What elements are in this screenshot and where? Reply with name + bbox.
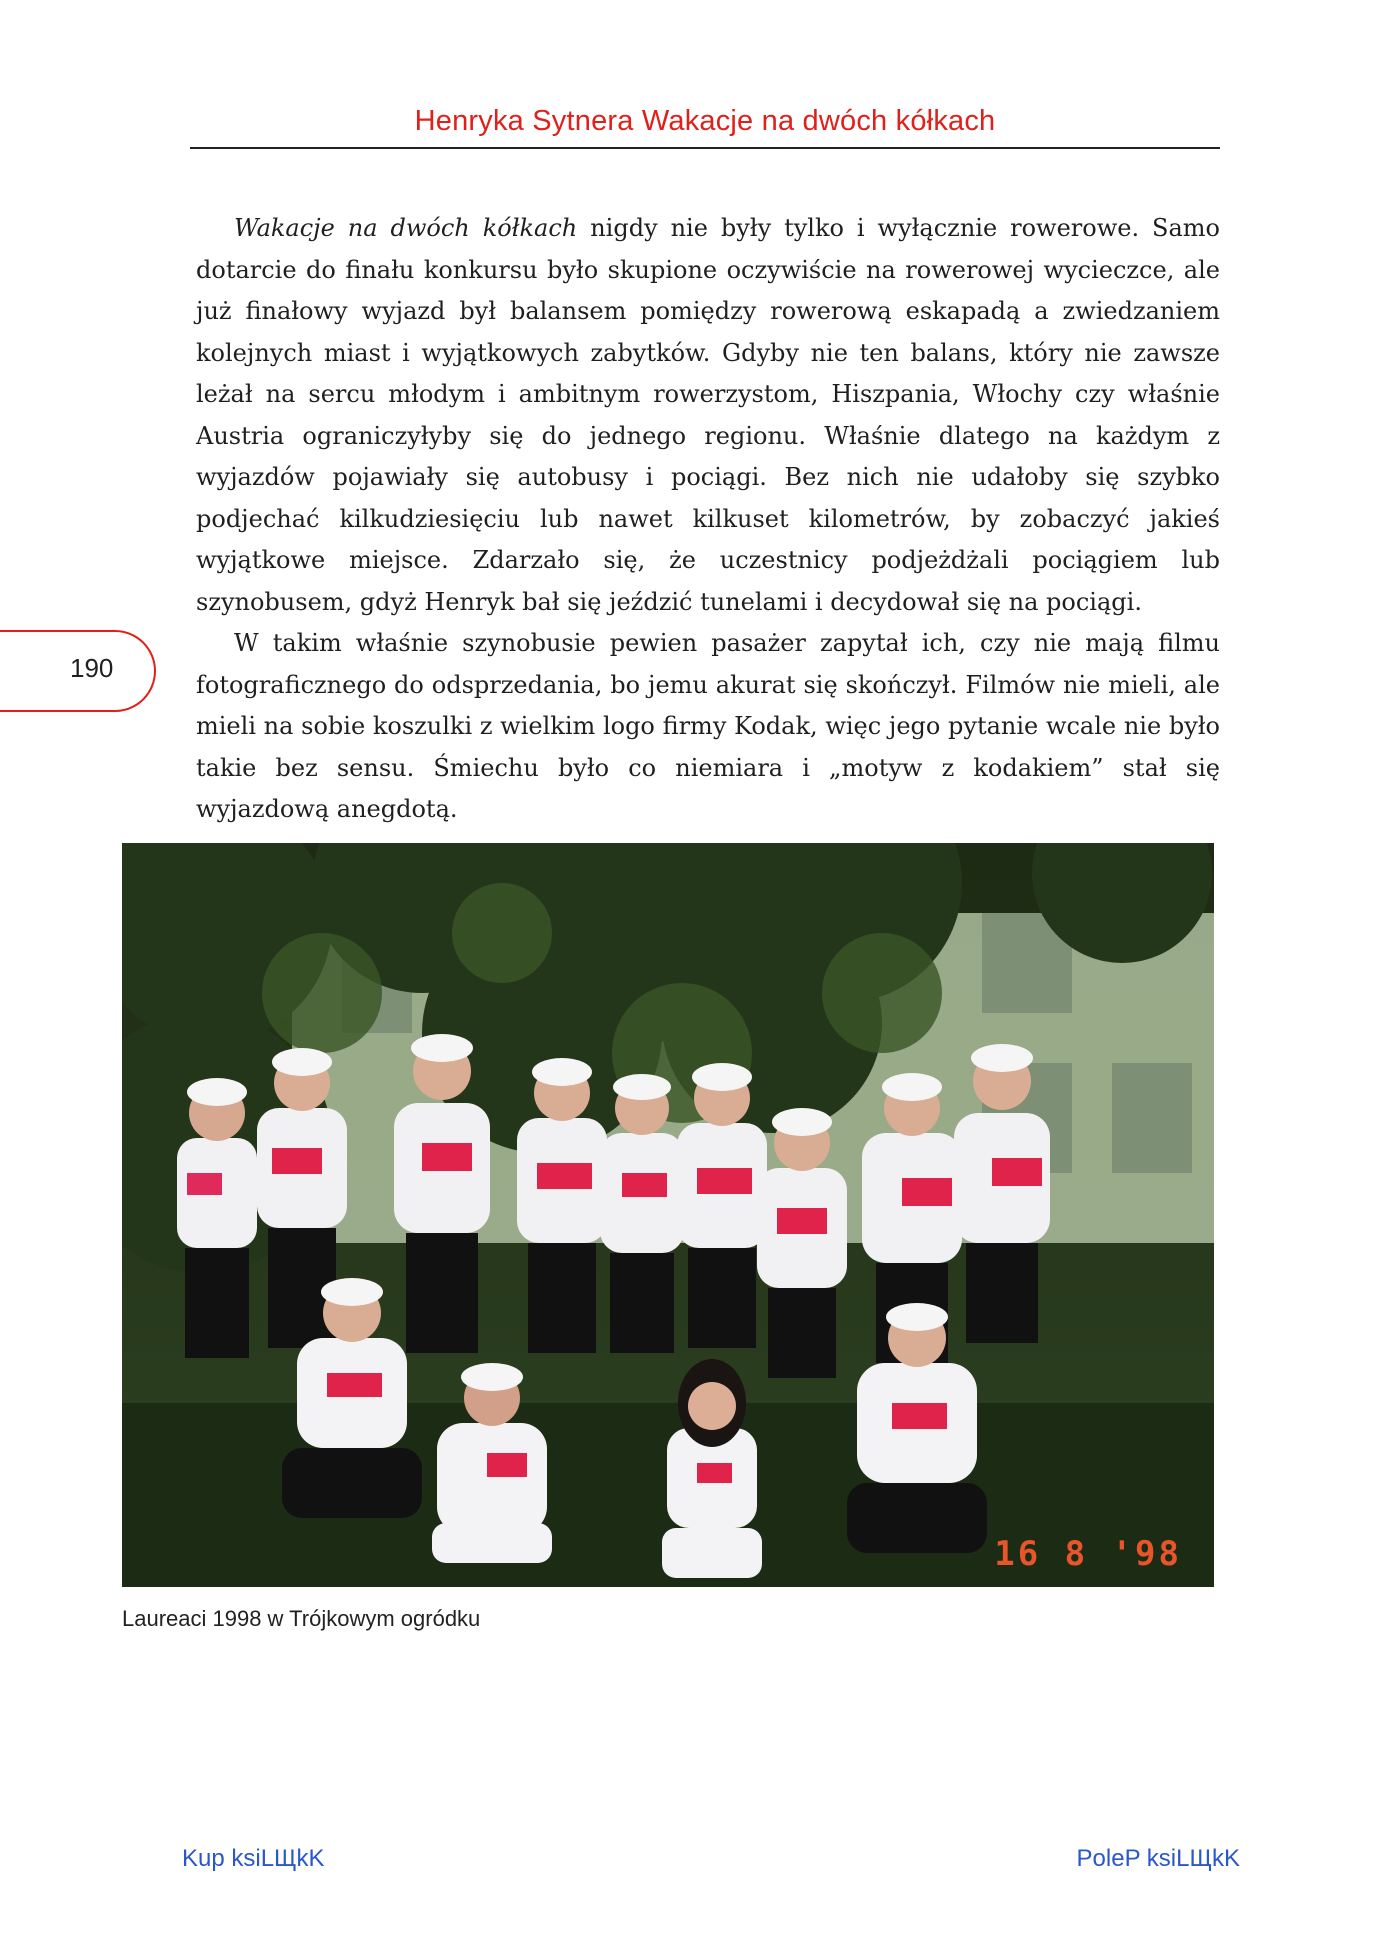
paragraph-1-text: nigdy nie były tylko i wyłącznie rowerowe. Samo dotarcie do finału konkursu było skupione oczywiście na rowerowej wycieczce, ale już finałowy wyjazd był balansem pomiędzy rowerową eskapadą a zwiedzaniem kolejnych miast i wyjątkowych zabytków. Gdyby nie ten balans, który nie zawsze leżał na sercu młodym i ambitnym rowerzystom, Hiszpania, Włochy czy właśnie Austria ograniczyłyby się do jednego regionu. Właśnie dlatego na każdym z wyjazdów pojawiały się autobusy i pociągi. Bez nich nie udałoby się szybko podjechać kilkudziesięciu lub nawet kilkuset kilometrów, by zobaczyć jakieś wyjątkowe miejsce. Zdarzało się, że uczestnicy podjeżdżali pociągiem lub szynobusem, gdyż Henryk bał się jeździć tunelami i decydował się na pociągi. (196, 214, 1220, 616)
recommend-book-link[interactable]: PoleP ksiLЩkK (1076, 1845, 1240, 1872)
book-title-italic: Wakacje na dwóch kółkach (234, 214, 578, 242)
running-header: Henryka Sytnera Wakacje na dwóch kółkach (414, 105, 996, 137)
group-photo-illustration (122, 843, 1214, 1587)
page-number: 190 (70, 653, 114, 683)
header-rule (190, 147, 1220, 149)
paragraph-2: W takim właśnie szynobusie pewien pasażer zapytał ich, czy nie mają filmu fotograficznego do odsprzedania, bo jemu akurat się skończył. Filmów nie mieli, ale mieli na sobie koszulki z wielkim logo firmy Kodak, więc jego pytanie wcale nie było takie bez sensu. Śmiechu było co niemiara i „motyw z kodakiem” stał się wyjazdową anegdotą. (196, 629, 1220, 823)
group-photo (122, 843, 1214, 1587)
body-text (196, 208, 1220, 831)
buy-book-link[interactable]: Kup ksiLЩkK (182, 1845, 325, 1872)
photo-caption: Laureaci 1998 w Trójkowym ogródku (122, 1606, 481, 1631)
paragraph-1 (196, 208, 1220, 623)
photo-date-stamp: 16 8 '98 (994, 1534, 1182, 1574)
